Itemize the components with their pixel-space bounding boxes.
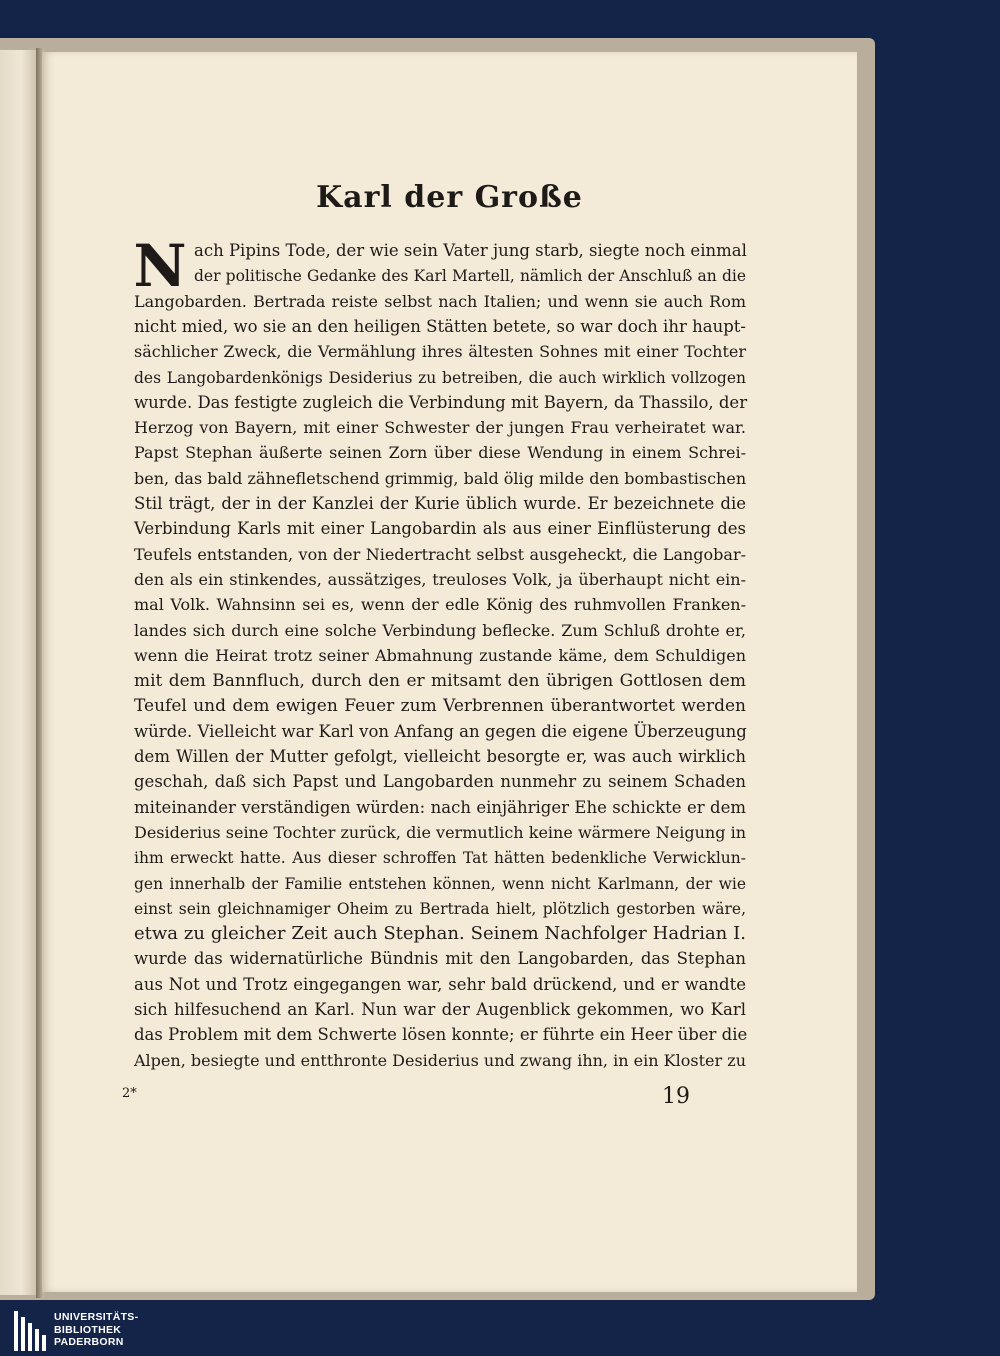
text-line: Teufels entstanden, von der Niedertracht selbst ausgeheckt, die Langobar- bbox=[134, 544, 746, 564]
text-line: Langobarden. Bertrada reiste selbst nach Italien; und wenn sie auch Rom bbox=[134, 291, 746, 311]
page-title: Karl der Große bbox=[316, 180, 583, 215]
text-line: Herzog von Bayern, mit einer Schwester der jungen Frau verheiratet war. bbox=[134, 418, 746, 438]
text-line: aus Not und Trotz eingegangen war, sehr bald drückend, und er wandte bbox=[134, 974, 746, 994]
logo-line: UNIVERSITÄTS- bbox=[54, 1311, 139, 1323]
text-line: Desiderius seine Tochter zurück, die vermutlich keine wärmere Neigung in bbox=[134, 822, 746, 842]
page-number: 19 bbox=[662, 1084, 690, 1109]
library-logo-icon bbox=[14, 1311, 46, 1351]
text-line: Alpen, besiegte und entthronte Desiderius und zwang ihn, in ein Kloster zu bbox=[134, 1050, 746, 1070]
text-line: ihm erweckt hatte. Aus dieser schroffen Tat hätten bedenkliche Verwicklun- bbox=[134, 849, 746, 868]
text-line: dem Willen der Mutter gefolgt, vielleicht besorgte er, was auch wirklich bbox=[134, 747, 746, 766]
signature-mark: 2* bbox=[122, 1086, 137, 1101]
text-line: einst sein gleichnamiger Oheim zu Bertrada hielt, plötzlich gestorben wäre, bbox=[134, 899, 746, 918]
text-line: der politische Gedanke des Karl Martell, nämlich der Anschluß an die bbox=[194, 267, 746, 286]
text-line: mal Volk. Wahnsinn sei es, wenn der edle König des ruhmvollen Franken- bbox=[134, 595, 746, 615]
left-page-edge bbox=[0, 50, 36, 1295]
right-page bbox=[42, 52, 857, 1292]
text-line: Teufel und dem ewigen Feuer zum Verbrennen überantwortet werden bbox=[134, 696, 746, 717]
text-line: Papst Stephan äußerte seinen Zorn über diese Wendung in einem Schrei- bbox=[134, 443, 746, 463]
text-line: geschah, daß sich Papst und Langobarden nunmehr zu seinem Schaden bbox=[134, 772, 746, 792]
text-line: das Problem mit dem Schwerte lösen konnte; er führte ein Heer über die bbox=[134, 1025, 748, 1045]
logo-line: PADERBORN bbox=[54, 1336, 124, 1348]
footer-bar bbox=[0, 1306, 1000, 1356]
text-line: des Langobardenkönigs Desiderius zu betreiben, die auch wirklich vollzogen bbox=[134, 368, 746, 387]
text-line: nicht mied, wo sie an den heiligen Stätten betete, so war doch ihr haupt- bbox=[134, 316, 746, 336]
logo-line: BIBLIOTHEK bbox=[54, 1323, 122, 1336]
library-logo-text bbox=[54, 1311, 138, 1349]
text-line: miteinander verständigen würden: nach einjähriger Ehe schickte er dem bbox=[134, 797, 746, 817]
text-line: mit dem Bannfluch, durch den er mitsamt den übrigen Gottlosen dem bbox=[134, 671, 746, 692]
text-line: den als ein stinkendes, aussätziges, treuloses Volk, ja überhaupt nicht ein- bbox=[134, 569, 746, 589]
drop-capital: N bbox=[133, 232, 187, 300]
text-line: Stil trägt, der in der Kanzlei der Kurie üblich wurde. Er bezeichnete die bbox=[134, 494, 746, 513]
text-line: etwa zu gleicher Zeit auch Stephan. Seinem Nachfolger Hadrian I. bbox=[134, 923, 746, 945]
text-line: sächlicher Zweck, die Vermählung ihres ältesten Sohnes mit einer Tochter bbox=[134, 342, 746, 362]
text-line: gen innerhalb der Familie entstehen können, wenn nicht Karlmann, der wie bbox=[134, 874, 746, 893]
text-line: landes sich durch eine solche Verbindung beflecke. Zum Schluß drohte er, bbox=[134, 620, 746, 640]
text-line: würde. Vielleicht war Karl von Anfang an gegen die eigene Überzeugung bbox=[134, 721, 747, 741]
text-line: ben, das bald zähnefletschend grimmig, bald ölig milde den bombastischen bbox=[134, 468, 747, 488]
text-line: wenn die Heirat trotz seiner Abmahnung zustande käme, dem Schuldigen bbox=[134, 645, 746, 665]
text-line: ach Pipins Tode, der wie sein Vater jung starb, siegte noch einmal bbox=[194, 241, 747, 260]
text-line: wurde das widernatürliche Bündnis mit den Langobarden, das Stephan bbox=[134, 949, 746, 969]
text-line: Verbindung Karls mit einer Langobardin als aus einer Einflüsterung des bbox=[134, 519, 746, 539]
text-line: wurde. Das festigte zugleich die Verbindung mit Bayern, da Thassilo, der bbox=[134, 392, 748, 412]
text-line: sich hilfesuchend an Karl. Nun war der Augenblick gekommen, wo Karl bbox=[134, 1000, 746, 1019]
